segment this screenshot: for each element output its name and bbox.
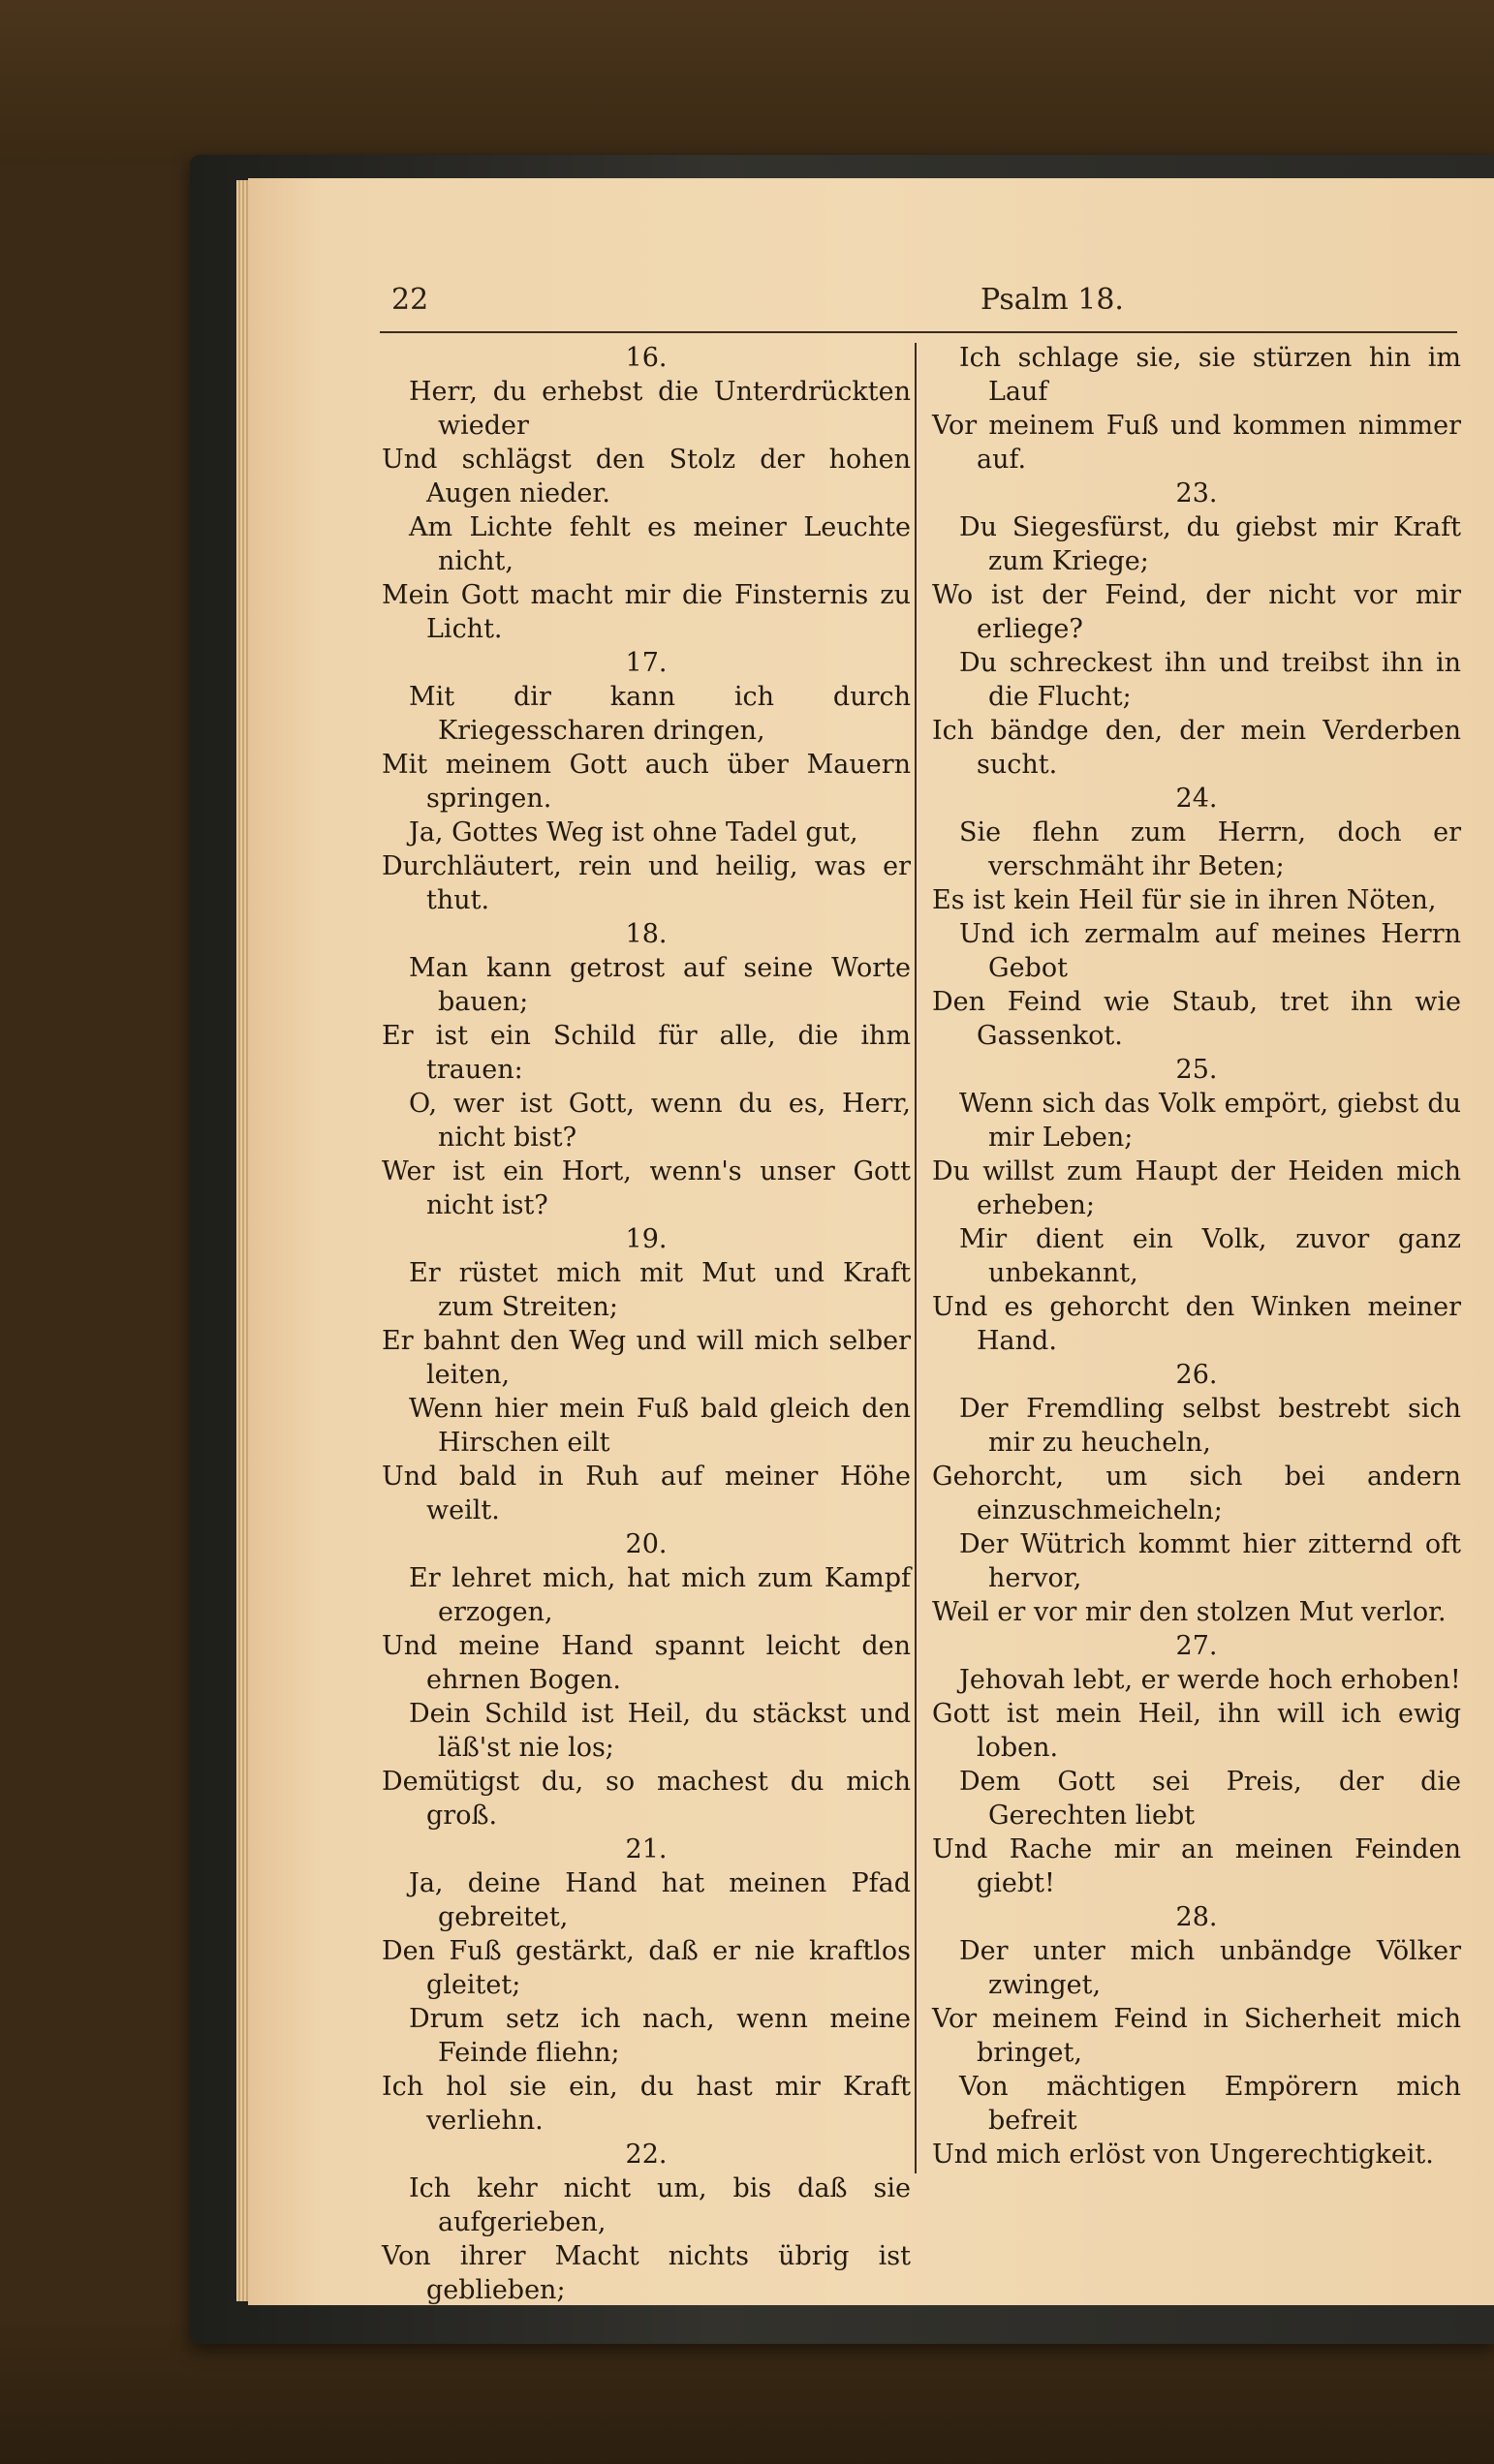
verse-line: Du schreckest ihn und treibst ihn in die Flucht; [959, 648, 1461, 712]
verse-line: Herr, du erhebst die Unterdrückten wieder [409, 377, 911, 441]
verse-number: 24. [1175, 784, 1218, 814]
verse-number: 23. [1175, 478, 1218, 508]
verse-number: 27. [1175, 1631, 1218, 1661]
verse-number: 26. [1175, 1360, 1218, 1390]
verse-line: Er lehret mich, hat mich zum Kampf erzogen, [409, 1563, 911, 1627]
verse-line: Jehovah lebt, er werde hoch erhoben! [959, 1665, 1461, 1695]
verse-line: Ich kehr nicht um, bis daß sie aufgerieben, [409, 2173, 911, 2237]
header-rule [380, 331, 1457, 333]
right-column [932, 341, 1461, 2171]
verse-line: Durchläutert, rein und heilig, was er thut. [382, 851, 911, 915]
verse-number: 18. [625, 919, 668, 949]
verse-line: Mir dient ein Volk, zuvor ganz unbekannt, [959, 1224, 1461, 1288]
verse-line: Der unter mich unbändge Völker zwinget, [959, 1936, 1461, 2000]
verse-line: Sie flehn zum Herrn, doch er verschmäht ihr Beten; [959, 817, 1461, 881]
verse-line: Am Lichte fehlt es meiner Leuchte nicht, [409, 512, 911, 576]
verse-number: 20. [625, 1529, 668, 1559]
verse-line: Drum setz ich nach, wenn meine Feinde fliehn; [409, 2004, 911, 2068]
verse-line: Ich schlage sie, sie stürzen hin im Lauf [959, 343, 1461, 407]
verse-line: Von mächtigen Empörern mich befreit [959, 2072, 1461, 2136]
page-number: 22 [391, 283, 429, 317]
verse-line: Den Fuß gestärkt, daß er nie kraftlos gleitet; [382, 1936, 911, 2000]
book-page [248, 178, 1494, 2305]
verse-line: Und ich zermalm auf meines Herrn Gebot [959, 919, 1461, 983]
left-column [382, 341, 911, 2307]
verse-number: 25. [1175, 1055, 1218, 1085]
verse-number: 22. [625, 2140, 668, 2170]
verse-line: Ja, Gottes Weg ist ohne Tadel gut, [409, 817, 858, 847]
verse-line: Ich hol sie ein, du hast mir Kraft verliehn. [382, 2072, 911, 2136]
verse-line: Gehorcht, um sich bei andern einzuschmeicheln; [932, 1462, 1461, 1525]
verse-line: Vor meinem Feind in Sicherheit mich bringet, [932, 2004, 1461, 2068]
verse-line: Und Rache mir an meinen Feinden giebt! [932, 1834, 1461, 1898]
verse-line: Und schlägst den Stolz der hohen Augen nieder. [382, 445, 911, 508]
verse-line: Und mich erlöst von Ungerechtigkeit. [932, 2140, 1434, 2170]
background-bottom [0, 2325, 1494, 2464]
verse-number: 19. [625, 1224, 668, 1254]
verse-line: Dein Schild ist Heil, du stäckst und läß'st nie los; [409, 1699, 911, 1763]
running-title: Psalm 18. [980, 283, 1124, 317]
verse-line: Mein Gott macht mir die Finsternis zu Licht. [382, 580, 911, 644]
verse-line: Ja, deine Hand hat meinen Pfad gebreitet, [409, 1868, 911, 1932]
verse-line: Demütigst du, so machest du mich groß. [382, 1767, 911, 1831]
verse-line: Es ist kein Heil für sie in ihren Nöten, [932, 885, 1437, 915]
verse-line: Den Feind wie Staub, tret ihn wie Gassenkot. [932, 987, 1461, 1051]
verse-line: Wenn hier mein Fuß bald gleich den Hirschen eilt [409, 1394, 911, 1458]
page-header [391, 283, 1494, 337]
verse-line: Dem Gott sei Preis, der die Gerechten liebt [959, 1767, 1461, 1831]
verse-number: 17. [625, 648, 668, 678]
verse-line: Gott ist mein Heil, ihn will ich ewig loben. [932, 1699, 1461, 1763]
verse-line: Und bald in Ruh auf meiner Höhe weilt. [382, 1462, 911, 1525]
verse-number: 16. [625, 343, 668, 373]
verse-line: Und es gehorcht den Winken meiner Hand. [932, 1292, 1461, 1356]
verse-line: Wo ist der Feind, der nicht vor mir erliege? [932, 580, 1461, 644]
verse-number: 21. [625, 1834, 668, 1864]
verse-line: Er ist ein Schild für alle, die ihm trauen: [382, 1021, 911, 1085]
verse-line: Wer ist ein Hort, wenn's unser Gott nicht ist? [382, 1156, 911, 1220]
verse-line: Vor meinem Fuß und kommen nimmer auf. [932, 411, 1461, 475]
verse-line: Man kann getrost auf seine Worte bauen; [409, 953, 911, 1017]
verse-line: Weil er vor mir den stolzen Mut verlor. [932, 1597, 1447, 1627]
verse-line: O, wer ist Gott, wenn du es, Herr, nicht bist? [409, 1089, 911, 1153]
verse-line: Er rüstet mich mit Mut und Kraft zum Streiten; [409, 1258, 911, 1322]
verse-line: Der Wütrich kommt hier zitternd oft hervor, [959, 1529, 1461, 1593]
verse-line: Du Siegesfürst, du giebst mir Kraft zum Kriege; [959, 512, 1461, 576]
verse-line: Du willst zum Haupt der Heiden mich erheben; [932, 1156, 1461, 1220]
verse-number: 28. [1175, 1902, 1218, 1932]
column-divider [915, 343, 917, 2173]
verse-line: Mit meinem Gott auch über Mauern springen. [382, 750, 911, 814]
verse-line: Ich bändge den, der mein Verderben sucht. [932, 716, 1461, 780]
verse-line: Von ihrer Macht nichts übrig ist geblieben; [382, 2241, 911, 2305]
verse-line: Wenn sich das Volk empört, giebst du mir Leben; [959, 1089, 1461, 1153]
verse-line: Mit dir kann ich durch Kriegesscharen dringen, [409, 682, 911, 746]
verse-line: Und meine Hand spannt leicht den ehrnen Bogen. [382, 1631, 911, 1695]
verse-line: Er bahnt den Weg und will mich selber leiten, [382, 1326, 911, 1390]
verse-line: Der Fremdling selbst bestrebt sich mir zu heucheln, [959, 1394, 1461, 1458]
background-top [0, 0, 1494, 165]
